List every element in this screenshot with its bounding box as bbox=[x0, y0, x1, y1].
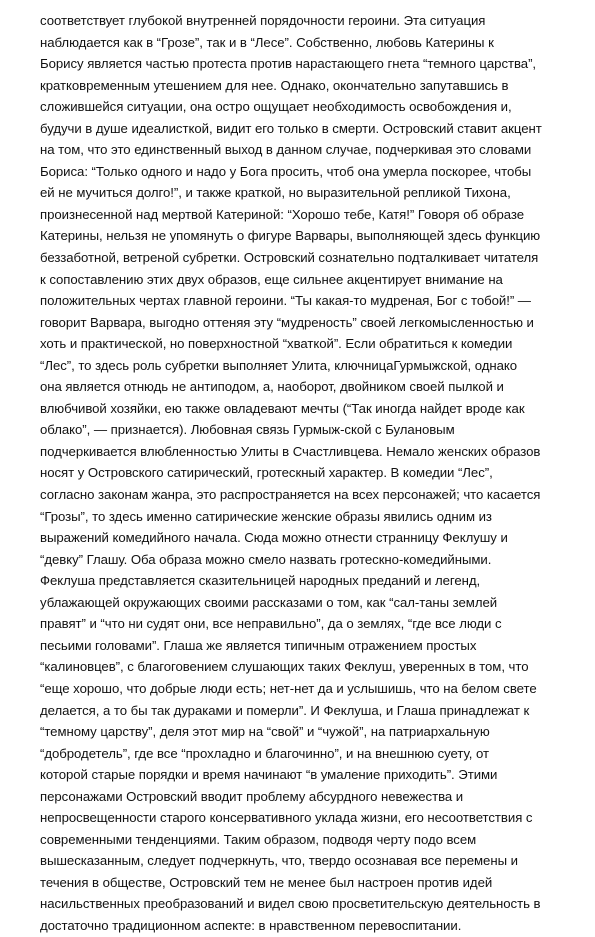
text-line: Катерины, нельзя не упомянуть о фигуре Варвары, выполняющей здесь функцию bbox=[40, 228, 541, 244]
text-line: “еще хорошо, что добрые люди есть; нет-нет да и услышишь, что на белом свете bbox=[40, 680, 537, 696]
text-line: подчеркивается влюбленностью Улиты в Счастливцева. Немало женских образов bbox=[40, 443, 541, 459]
text-line: влюбчивой хозяйки, ею также овладевают мечты (“Так иногда найдет вроде как bbox=[40, 400, 525, 416]
text-line: согласно законам жанра, это распространяется на всех персонажей; что касается bbox=[40, 487, 541, 503]
text-line: соответствует глубокой внутренней порядочности героини. Эта ситуация bbox=[40, 13, 486, 28]
text-line: “Грозы”, то здесь именно сатирические женские образы явились одним из bbox=[40, 508, 492, 524]
body-text bbox=[40, 10, 585, 937]
text-line: персонажами Островский вводит проблему абсурдного невежества и bbox=[40, 788, 464, 804]
text-line: делается, а то бы так дураками и померли”. И Феклуша, и Глаша принадлежат к bbox=[40, 702, 530, 718]
text-line: наблюдается как в “Грозе”, так и в “Лесе”. Собственно, любовь Катерины к bbox=[40, 34, 494, 50]
text-line: хоть и практической, но поверхностной “хваткой”. Если обратиться к комедии bbox=[40, 336, 513, 352]
text-line: на том, что это единственный выход в данном случае, подчеркивая это словами bbox=[40, 142, 532, 158]
text-line: “темному царству”, деля этот мир на “свой” и “чужой”, на патриархальную bbox=[40, 724, 490, 740]
text-line: песьими головами”. Глаша же является типичным отражением простых bbox=[40, 637, 477, 653]
text-line: вышесказанным, следует подчеркнуть, что, твердо осознавая все перемены и bbox=[40, 853, 518, 869]
text-line: “добродетель”, где все “прохладно и благочинно”, и на внешнюю суету, от bbox=[40, 745, 489, 761]
text-line: современными тенденциями. Таким образом, подводя черту подо всем bbox=[40, 831, 477, 847]
text-line: ублажающей окружающих своими рассказами о том, как “сал-таны землей bbox=[40, 594, 498, 610]
text-line: Борису является частью протеста против нарастающего гнета “темного царства”, bbox=[40, 56, 537, 72]
text-line: Бориса: “Только одного и надо у Бога просить, чтоб она умерла поскорее, чтобы bbox=[40, 163, 532, 179]
text-line: течения в обществе, Островский тем не менее был настроен против идей bbox=[40, 874, 493, 890]
text-line: произнесенной над мертвой Катериной: “Хорошо тебе, Катя!” Говоря об образе bbox=[40, 206, 525, 222]
text-line: ей не мучиться долго!”, и также краткой, но выразительной репликой Тихона, bbox=[40, 185, 511, 201]
text-line: положительных чертах главной героини. “Ты какая-то мудреная, Бог с тобой!” — bbox=[40, 293, 531, 309]
text-line: достаточно традиционном аспекте: в нравственном перевоспитании. bbox=[40, 917, 462, 933]
text-line: беззаботной, ветреной субретки. Островский сознательно подталкивает читателя bbox=[40, 250, 539, 266]
text-line: Феклуша представляется сказительницей народных преданий и легенд, bbox=[40, 573, 481, 589]
text-line: которой старые порядки и время начинают “в умаление приходить”. Этими bbox=[40, 767, 498, 783]
text-line: облако”, — признается). Любовная связь Гурмыж-ской с Булановым bbox=[40, 422, 455, 438]
text-line: “Лес”, то здесь роль субретки выполняет Улита, ключницаГурмыжской, однако bbox=[40, 357, 518, 373]
text-line: к сопоставлению этих двух образов, еще сильнее акцентирует внимание на bbox=[40, 271, 503, 287]
text-line: сложившейся ситуации, она остро ощущает необходимость освобождения и, bbox=[40, 99, 512, 115]
text-line: будучи в душе идеалисткой, видит его только в смерти. Островский ставит акцент bbox=[40, 120, 542, 136]
text-line: насильственных преобразований и видел свою просветительскую деятельность в bbox=[40, 896, 541, 912]
text-line: кратковременным утешением для нее. Однако, окончательно запутавшись в bbox=[40, 77, 509, 93]
text-line: правят” и “что ни судят они, все неправильно”, да о землях, “где все люди с bbox=[40, 616, 502, 632]
text-line: носят у Островского сатирический, гротескный характер. В комедии “Лес”, bbox=[40, 465, 493, 481]
text-line: “девку” Глашу. Оба образа можно смело назвать гротескно-комедийными. bbox=[40, 551, 492, 567]
text-line: непросвещенности старого консервативного уклада жизни, его несоответствия с bbox=[40, 810, 533, 826]
text-line: “калиновцев”, с благоговением слушающих таких Феклуш, уверенных в том, что bbox=[40, 659, 529, 675]
text-line: говорит Варвара, выгодно оттеняя эту “мудреность” своей легкомысленностью и bbox=[40, 314, 534, 330]
text-line: она является отнюдь не антиподом, а, наоборот, двойником своей пылкой и bbox=[40, 379, 504, 395]
text-line: выражений комедийного начала. Сюда можно отнести странницу Феклушу и bbox=[40, 530, 508, 546]
